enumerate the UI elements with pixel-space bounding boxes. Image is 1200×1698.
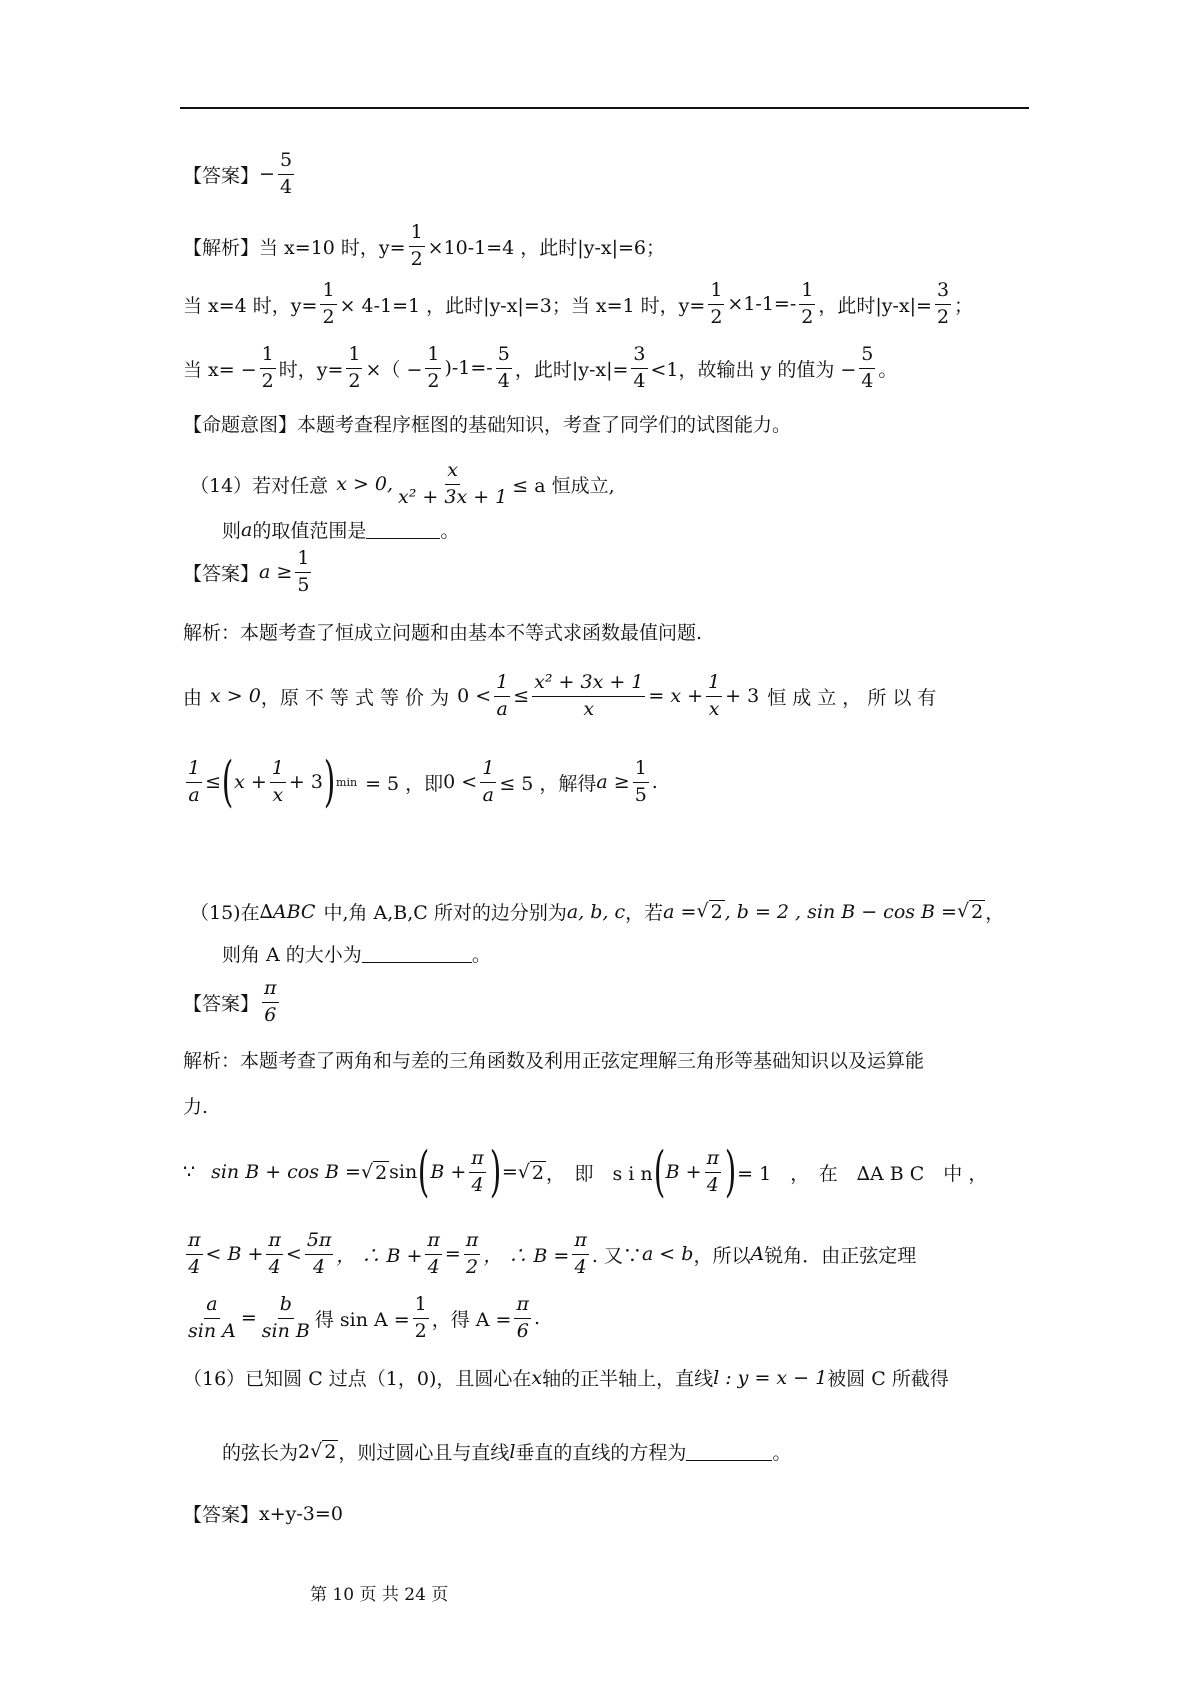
text: <1，故输出 y 的值为 − [650,358,857,381]
text: 锐角．由正弦定理 [764,1244,917,1267]
left-paren: ( [653,1140,665,1204]
q15-line-1 [190,898,1004,925]
fraction [295,548,311,597]
answer-label: 【答案】 [183,1504,260,1526]
analysis-text: 力. [183,1096,209,1118]
text: ，原 不 等 式 等 价 为 [260,686,450,709]
numerator: b [278,1294,294,1319]
denominator: sin B [261,1319,310,1342]
fraction [469,1148,486,1197]
because-symbol: ∵ [183,1161,196,1184]
fraction [859,344,875,393]
text: ，此时|y-x|= [514,358,629,381]
text: + 3 [725,685,760,708]
denominator: x² + 3x + 1 [398,485,508,508]
fraction [708,280,724,329]
answer-label: 【答案】 [183,562,260,585]
q15-analysis-1 [183,1046,924,1073]
text: × 4-1=1 ，此时|y-x|=3；当 x=1 时，y= [339,294,706,317]
text: B + [665,1161,702,1184]
numerator: π [186,1230,203,1255]
analysis-line-3 [183,344,897,393]
text: a < b [641,1243,694,1266]
header-rule [180,107,1029,109]
numerator: π [469,1148,486,1173]
text: . 又∵ [591,1244,642,1267]
denominator: 2 [348,369,361,392]
denominator: 6 [264,1003,277,1026]
denominator: sin A [188,1319,236,1342]
denominator: 4 [574,1255,587,1278]
fraction [799,280,815,329]
denominator: 2 [410,247,423,270]
numerator: 3 [935,280,951,305]
text: = 5 ，即 [365,772,444,795]
fraction [532,672,645,721]
fraction [396,460,509,509]
numerator: 5 [496,344,512,369]
fraction [413,1294,429,1343]
text: ×10-1=4 ，此时|y-x|=6； [427,236,665,259]
text: 时，y= [278,358,344,381]
right-paren: ) [323,750,336,814]
text: a ≥ [259,561,293,584]
text: x + [234,771,267,794]
numerator: 5π [305,1230,334,1255]
fraction [705,1148,722,1197]
sqrt [310,1440,338,1463]
text: = x + [648,685,704,708]
numerator: 1 [260,344,276,369]
q14-line-1 [190,460,615,509]
denominator: a [496,697,508,720]
text: 2 [298,1440,311,1463]
fraction [425,344,441,393]
question-number: （14）若对任意 [190,474,329,497]
text: . [651,771,658,794]
denominator: 4 [633,369,646,392]
denominator: 4 [861,369,874,392]
denominator: 4 [313,1255,326,1278]
text: ，若 [625,902,664,924]
text: = [444,1243,461,1266]
text: B + [430,1161,467,1184]
answer-blank [686,1442,772,1461]
triangle: ∆ABC [259,900,316,923]
question-text: （16）已知圆 C 过点（1，0)，且圆心在 [183,1368,532,1390]
numerator: 1 [425,344,441,369]
radical-sign: √ [956,900,970,922]
answer-13 [183,150,297,199]
numerator: 1 [295,548,311,573]
fraction [425,1230,442,1279]
page-footer: 第 10 页 共 24 页 [310,1585,449,1605]
fraction [633,758,649,807]
condition: x > 0, [336,473,394,496]
fraction [514,1294,531,1343]
denominator: 2 [414,1319,427,1342]
intent-text: 本题考查程序框图的基础知识，考查了同学们的试图能力。 [297,414,792,436]
denominator: 2 [427,369,440,392]
text: ≤ a 恒成立, [512,474,615,497]
fraction [706,672,722,721]
q15-solution-1 [183,1140,988,1204]
text: 轴的正半轴上，直线 [542,1368,714,1390]
left-paren: ( [417,1140,430,1204]
text: , b = 2 , sin B − cos B = [724,900,957,923]
text: 当 x=4 时，y= [183,294,318,317]
analysis-line-2 [183,280,973,329]
numerator: 1 [409,222,425,247]
answer-14 [183,548,314,597]
denominator: 5 [634,783,647,806]
answer-label: 【答案】 [183,164,260,187]
fraction [631,344,647,393]
right-paren: ) [489,1140,502,1204]
denominator: 2 [466,1255,479,1278]
q15-solution-2 [183,1230,916,1279]
text: 。 [471,944,491,966]
left-paren: ( [221,750,234,814]
text: 当 x=10 时，y= [259,236,406,259]
numerator: a [204,1294,219,1319]
numerator: π [262,978,279,1003]
radicand: 2 [375,1161,388,1184]
analysis-text: 解析：本题考查了两角和与差的三角函数及利用正弦定理解三角形等基础知识以及运算能 [183,1050,925,1072]
text: ≤ [513,685,530,708]
denominator: x [708,697,720,720]
intent-line [183,410,791,437]
answer-label: 【答案】 [183,992,260,1015]
denominator: 4 [188,1255,201,1278]
numerator: π [514,1294,531,1319]
numerator: 3 [631,344,647,369]
analysis-line-1 [183,222,665,271]
denominator: 2 [710,305,723,328]
denominator: 2 [261,369,274,392]
q14-line-2 [222,516,459,543]
fraction [320,280,336,329]
analysis-label: 【解析】 [183,236,260,259]
text: 则 [222,520,242,542]
text: ， ∴ B + [336,1244,423,1267]
text: ，则过圆心且与直线 [338,1442,510,1464]
text: )-1=- [444,357,493,380]
denominator: 6 [516,1319,529,1342]
answer-text: x+y-3=0 [259,1502,343,1525]
numerator: x² + 3x + 1 [532,672,645,697]
denominator: 5 [297,573,310,596]
text: < [285,1243,302,1266]
numerator: 1 [346,344,362,369]
numerator: 1 [706,672,722,697]
denominator: 2 [322,305,335,328]
denominator: a [188,783,200,806]
text: = 1 ， 在 ∆A B C 中 ， [737,1162,988,1185]
radical-sign: √ [360,1160,374,1183]
numerator: 1 [633,758,649,783]
fraction [270,758,286,807]
text: 。 [878,358,898,381]
fraction [186,758,202,807]
text: 当 x= − [183,358,257,381]
fraction [494,672,510,721]
minus-sign: − [259,163,275,186]
numerator: 1 [320,280,336,305]
min-subscript: min [336,775,358,789]
fraction [409,222,425,271]
denominator: 4 [497,369,510,392]
denominator: x [272,783,284,806]
q14-solution-2 [183,750,658,814]
variable: l [509,1440,516,1463]
q14-solution-1 [183,672,936,721]
answer-blank [366,520,440,539]
numerator: π [705,1148,722,1173]
q16-line-2 [222,1438,791,1465]
text: ，此时|y-x|= [818,294,932,317]
radicand: 2 [324,1441,337,1463]
radical-sign: √ [517,1160,530,1183]
denominator: a [482,783,494,806]
text: . [533,1307,541,1330]
radicand: 2 [531,1161,544,1184]
fraction [572,1230,589,1279]
variable: x [531,1366,543,1389]
text: sin [389,1161,418,1184]
denominator: 2 [936,305,950,328]
radical-sign: √ [696,900,709,922]
fraction [346,344,362,393]
sqrt [957,900,985,923]
text: a, b, c [566,900,626,923]
text: 恒 成 立 ， 所 以 有 [767,686,937,709]
analysis-text: 解析：本题考查了恒成立问题和由基本不等式求函数最值问题. [183,622,703,644]
text: 由 [183,686,203,709]
denominator: x [583,697,595,720]
text: A [750,1243,765,1266]
numerator: 5 [859,344,875,369]
intent-label: 【命题意图】 [183,414,298,436]
text: ； [954,294,974,317]
numerator: 1 [494,672,510,697]
text: + 3 [288,771,323,794]
fraction [186,1294,238,1343]
radicand: 2 [971,901,984,923]
text: = [501,1161,518,1184]
answer-blank [362,944,472,963]
text: 得 sin A = [314,1308,410,1331]
text: ， [985,902,1005,924]
radicand: 2 [710,901,723,923]
text: ，得 A = [431,1308,512,1331]
fraction [480,758,496,807]
fraction [262,978,279,1027]
text: a ≥ [596,771,630,794]
fraction [260,1294,312,1343]
fraction [305,1230,334,1279]
text: ≤ 5 ，解得 [499,772,597,795]
text: 0 < [457,685,492,708]
denominator: 4 [427,1255,440,1278]
fraction [186,1230,203,1279]
text: x > 0 [210,685,261,708]
text: < B + [205,1243,264,1266]
fraction [260,344,276,393]
question-number: （15)在 [190,902,260,924]
text: ，所以 [693,1244,751,1267]
text: = [240,1307,257,1330]
numerator: 1 [186,758,202,783]
text: ×1-1=- [727,293,797,316]
text: 。 [772,1442,792,1464]
variable: a [241,518,253,541]
text: 被圆 C 所截得 [827,1368,949,1390]
text: a = [663,900,697,923]
answer-15 [183,978,282,1027]
text: 则角 A 的大小为 [222,944,362,966]
text: 垂直的直线的方程为 [515,1442,687,1464]
radical-sign: √ [310,1440,323,1462]
numerator: π [266,1230,283,1255]
text: 。 [440,520,460,542]
text: ， 即 s i n [545,1162,653,1185]
numerator: π [572,1230,589,1255]
numerator: 1 [480,758,496,783]
q15-solution-3 [183,1294,540,1343]
text: sin B + cos B = [211,1161,361,1184]
sqrt [696,900,724,923]
q15-line-2 [222,940,491,967]
fraction [278,150,294,199]
answer-16 [183,1500,343,1527]
right-paren: ) [724,1140,737,1204]
numerator: π [464,1230,481,1255]
fraction [935,280,951,329]
text: ×（ − [365,358,423,381]
numerator: 1 [708,280,724,305]
q15-analysis-2 [183,1092,208,1119]
fraction [464,1230,481,1279]
denominator: 2 [801,305,814,328]
q16-line-1 [183,1364,949,1391]
text: 的弦长为 [222,1442,299,1464]
numerator: x [445,460,460,485]
denominator: 4 [471,1173,484,1196]
denominator: 4 [279,175,293,198]
sqrt [518,1161,546,1184]
fraction [266,1230,283,1279]
denominator: 4 [268,1255,281,1278]
numerator: 1 [799,280,815,305]
q14-analysis [183,618,702,645]
text: ， ∴ B = [483,1244,570,1267]
sqrt [361,1161,389,1184]
numerator: π [425,1230,442,1255]
numerator: 5 [278,150,294,175]
text: ≤ [205,771,222,794]
text: 0 < [443,771,478,794]
fraction [496,344,512,393]
numerator: 1 [270,758,286,783]
text: 中,角 A,B,C 所对的边分别为 [323,902,567,924]
numerator: 1 [413,1294,429,1319]
text: 的取值范围是 [252,520,367,542]
line-equation: l : y = x − 1 [713,1366,828,1389]
denominator: 4 [706,1173,719,1196]
